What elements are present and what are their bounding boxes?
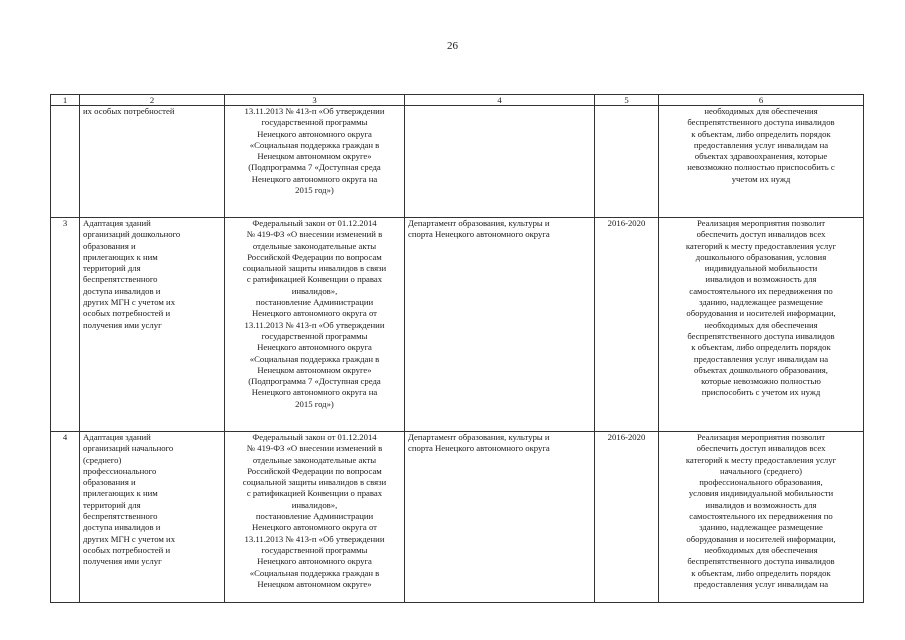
cell-measure-name bbox=[80, 432, 225, 603]
text-line: категорий к месту предоставления услуг bbox=[685, 454, 837, 465]
cell-executor bbox=[405, 218, 595, 432]
text-line: 13.11.2013 № 413-п «Об утверждении bbox=[244, 106, 385, 116]
text-line: зданию, надлежащее размещение bbox=[699, 297, 823, 308]
cell-expected-result bbox=[659, 106, 864, 218]
text-line: индивидуальной мобильности bbox=[704, 263, 818, 274]
text-line: Департамент образования, культуры и bbox=[408, 218, 550, 228]
cell-executor bbox=[405, 106, 595, 218]
text-line: Федеральный закон от 01.12.2014 bbox=[252, 218, 377, 228]
cell-number: 4 bbox=[51, 432, 80, 603]
text-line: Ненецкого автономного округа на bbox=[251, 173, 378, 184]
text-line: (Подпрограмма 7 «Доступная среда bbox=[248, 162, 381, 173]
text-line: особых потребностей и bbox=[83, 308, 171, 319]
text-line: предоставления услуг инвалидам на bbox=[693, 139, 829, 150]
text-line: получения ими услуг bbox=[83, 319, 162, 330]
text-line: необходимых для обеспечения bbox=[704, 319, 818, 330]
text-line: 2015 год») bbox=[295, 398, 334, 409]
text-line: Ненецкого автономного округа bbox=[257, 128, 372, 139]
header-col-1: 1 bbox=[51, 95, 80, 106]
text-line: прилегающих к ним bbox=[83, 488, 158, 499]
text-line: к объектам, либо определить порядок bbox=[691, 567, 831, 578]
text-line: предоставления услуг инвалидам на bbox=[693, 353, 829, 364]
text-line: спорта Ненецкого автономного округа bbox=[408, 229, 550, 240]
text-line: невозможно полностью приспособить с bbox=[687, 162, 835, 173]
text-line: необходимых для обеспечения bbox=[704, 106, 818, 116]
text-line: Департамент образования, культуры и bbox=[408, 432, 550, 442]
text-line: отдельные законодательные акты bbox=[252, 454, 377, 465]
cell-term bbox=[595, 106, 659, 218]
text-line: Ненецком автономном округе» bbox=[257, 151, 372, 162]
text-line: Адаптация зданий bbox=[83, 432, 151, 442]
text-line: № 419-ФЗ «О внесении изменений в bbox=[246, 229, 383, 240]
text-line: постановление Администрации bbox=[255, 511, 374, 522]
text-line: особых потребностей и bbox=[83, 544, 171, 555]
text-line: 13.11.2013 № 413-п «Об утверждении bbox=[244, 319, 385, 330]
text-line: «Социальная поддержка граждан в bbox=[249, 567, 380, 578]
text-line: инвалидов», bbox=[291, 499, 338, 510]
cell-measure-name bbox=[80, 106, 225, 218]
cell-legal-basis bbox=[225, 218, 405, 432]
header-col-4: 4 bbox=[405, 95, 595, 106]
text-line: Ненецкого автономного округа от bbox=[252, 308, 377, 319]
text-line: Ненецкого автономного округа bbox=[257, 556, 372, 567]
text-line: которые невозможно полностью bbox=[701, 376, 821, 387]
text-line: с ратификацией Конвенции о правах bbox=[246, 274, 383, 285]
text-line: профессионального bbox=[83, 465, 157, 476]
text-line: № 419-ФЗ «О внесении изменений в bbox=[246, 443, 383, 454]
text-line: государственной программы bbox=[261, 330, 368, 341]
text-line: Ненецком автономном округе» bbox=[257, 364, 372, 375]
text-line: спорта Ненецкого автономного округа bbox=[408, 443, 550, 454]
text-line: постановление Администрации bbox=[255, 297, 374, 308]
text-line: беспрепятственного доступа инвалидов bbox=[687, 117, 835, 128]
text-line: организаций дошкольного bbox=[83, 229, 181, 240]
text-line: обеспечить доступ инвалидов всех bbox=[696, 443, 826, 454]
text-line: территорий для bbox=[83, 499, 141, 510]
text-line: Федеральный закон от 01.12.2014 bbox=[252, 432, 377, 442]
text-line: к объектам, либо определить порядок bbox=[691, 128, 831, 139]
text-line: учетом их нужд bbox=[731, 173, 791, 184]
text-line: получения ими услуг bbox=[83, 556, 162, 567]
text-line: инвалидов и возможность для bbox=[705, 274, 817, 285]
text-line: «Социальная поддержка граждан в bbox=[249, 353, 380, 364]
table-row bbox=[51, 106, 864, 218]
text-line: Ненецком автономном округе» bbox=[257, 578, 372, 589]
text-line: территорий для bbox=[83, 263, 141, 274]
text-line: «Социальная поддержка граждан в bbox=[249, 139, 380, 150]
text-line: (среднего) bbox=[83, 454, 122, 465]
page-number: 26 bbox=[447, 40, 458, 52]
text-line: образования и bbox=[83, 477, 136, 488]
text-line: условия индивидуальной мобильности bbox=[688, 488, 834, 499]
header-row bbox=[51, 95, 864, 106]
table-row bbox=[51, 432, 864, 603]
text-line: беспрепятственного доступа инвалидов bbox=[687, 330, 835, 341]
text-line: (Подпрограмма 7 «Доступная среда bbox=[248, 376, 381, 387]
cell-legal-basis bbox=[225, 106, 405, 218]
text-line: Ненецкого автономного округа bbox=[257, 342, 372, 353]
text-line: Реализация мероприятия позволит bbox=[696, 432, 826, 442]
cell-measure-name bbox=[80, 218, 225, 432]
text-line: к объектам, либо определить порядок bbox=[691, 342, 831, 353]
text-line: с ратификацией Конвенции о правах bbox=[246, 488, 383, 499]
text-line: инвалидов и возможность для bbox=[705, 499, 817, 510]
text-line: доступа инвалидов и bbox=[83, 285, 161, 296]
text-line: Российской Федерации по вопросам bbox=[247, 251, 382, 262]
text-line: отдельные законодательные акты bbox=[252, 240, 377, 251]
text-line: оборудования и носителей информации, bbox=[686, 533, 836, 544]
text-line: предоставления услуг инвалидам на bbox=[693, 578, 829, 589]
cell-number bbox=[51, 106, 80, 218]
header-col-5: 5 bbox=[595, 95, 659, 106]
text-line: беспрепятственного доступа инвалидов bbox=[687, 556, 835, 567]
text-line: 13.11.2013 № 413-п «Об утверждении bbox=[244, 533, 385, 544]
text-line: 2015 год») bbox=[295, 185, 334, 196]
text-line: организаций начального bbox=[83, 443, 174, 454]
text-line: Адаптация зданий bbox=[83, 218, 151, 228]
text-line: инвалидов», bbox=[291, 285, 338, 296]
text-line: государственной программы bbox=[261, 544, 368, 555]
text-line: необходимых для обеспечения bbox=[704, 544, 818, 555]
text-line: самостоятельного их передвижения по bbox=[689, 285, 833, 296]
text-line: других МГН с учетом их bbox=[83, 297, 176, 308]
text-line: Ненецкого автономного округа на bbox=[251, 387, 378, 398]
text-line: объектах дошкольного образования, bbox=[694, 364, 828, 375]
cell-executor bbox=[405, 432, 595, 603]
text-line: обеспечить доступ инвалидов всех bbox=[696, 229, 826, 240]
text-line: дошкольного образования, условия bbox=[695, 251, 827, 262]
text-line: начального (среднего) bbox=[720, 465, 802, 476]
cell-number: 3 bbox=[51, 218, 80, 432]
text-line: Ненецкого автономного округа от bbox=[252, 522, 377, 533]
text-line: объектах здравоохранения, которые bbox=[694, 151, 828, 162]
text-line: оборудования и носителей информации, bbox=[686, 308, 836, 319]
text-line: социальной защиты инвалидов в связи bbox=[242, 477, 387, 488]
text-line: образования и bbox=[83, 240, 136, 251]
cell-expected-result bbox=[659, 218, 864, 432]
header-col-2: 2 bbox=[80, 95, 225, 106]
text-line: Российской Федерации по вопросам bbox=[247, 465, 382, 476]
table-row bbox=[51, 218, 864, 432]
text-line: приспособить с учетом их нужд bbox=[701, 387, 821, 398]
text-line: государственной программы bbox=[261, 117, 368, 128]
measures-table bbox=[50, 94, 864, 603]
text-line: беспрепятственного bbox=[83, 511, 158, 522]
text-line: социальной защиты инвалидов в связи bbox=[242, 263, 387, 274]
text-line: прилегающих к ним bbox=[83, 251, 158, 262]
text-line: доступа инвалидов и bbox=[83, 522, 161, 533]
text-line: Реализация мероприятия позволит bbox=[696, 218, 826, 228]
cell-term: 2016-2020 bbox=[595, 218, 659, 432]
text-line: их особых потребностей bbox=[83, 106, 175, 116]
header-col-3: 3 bbox=[225, 95, 405, 106]
cell-legal-basis bbox=[225, 432, 405, 603]
cell-term: 2016-2020 bbox=[595, 432, 659, 603]
text-line: самостоятельного их передвижения по bbox=[689, 511, 833, 522]
header-col-6: 6 bbox=[659, 95, 864, 106]
text-line: профессионального образования, bbox=[699, 477, 823, 488]
text-line: зданию, надлежащее размещение bbox=[699, 522, 823, 533]
text-line: беспрепятственного bbox=[83, 274, 158, 285]
text-line: других МГН с учетом их bbox=[83, 533, 176, 544]
text-line: категорий к месту предоставления услуг bbox=[685, 240, 837, 251]
cell-expected-result bbox=[659, 432, 864, 603]
